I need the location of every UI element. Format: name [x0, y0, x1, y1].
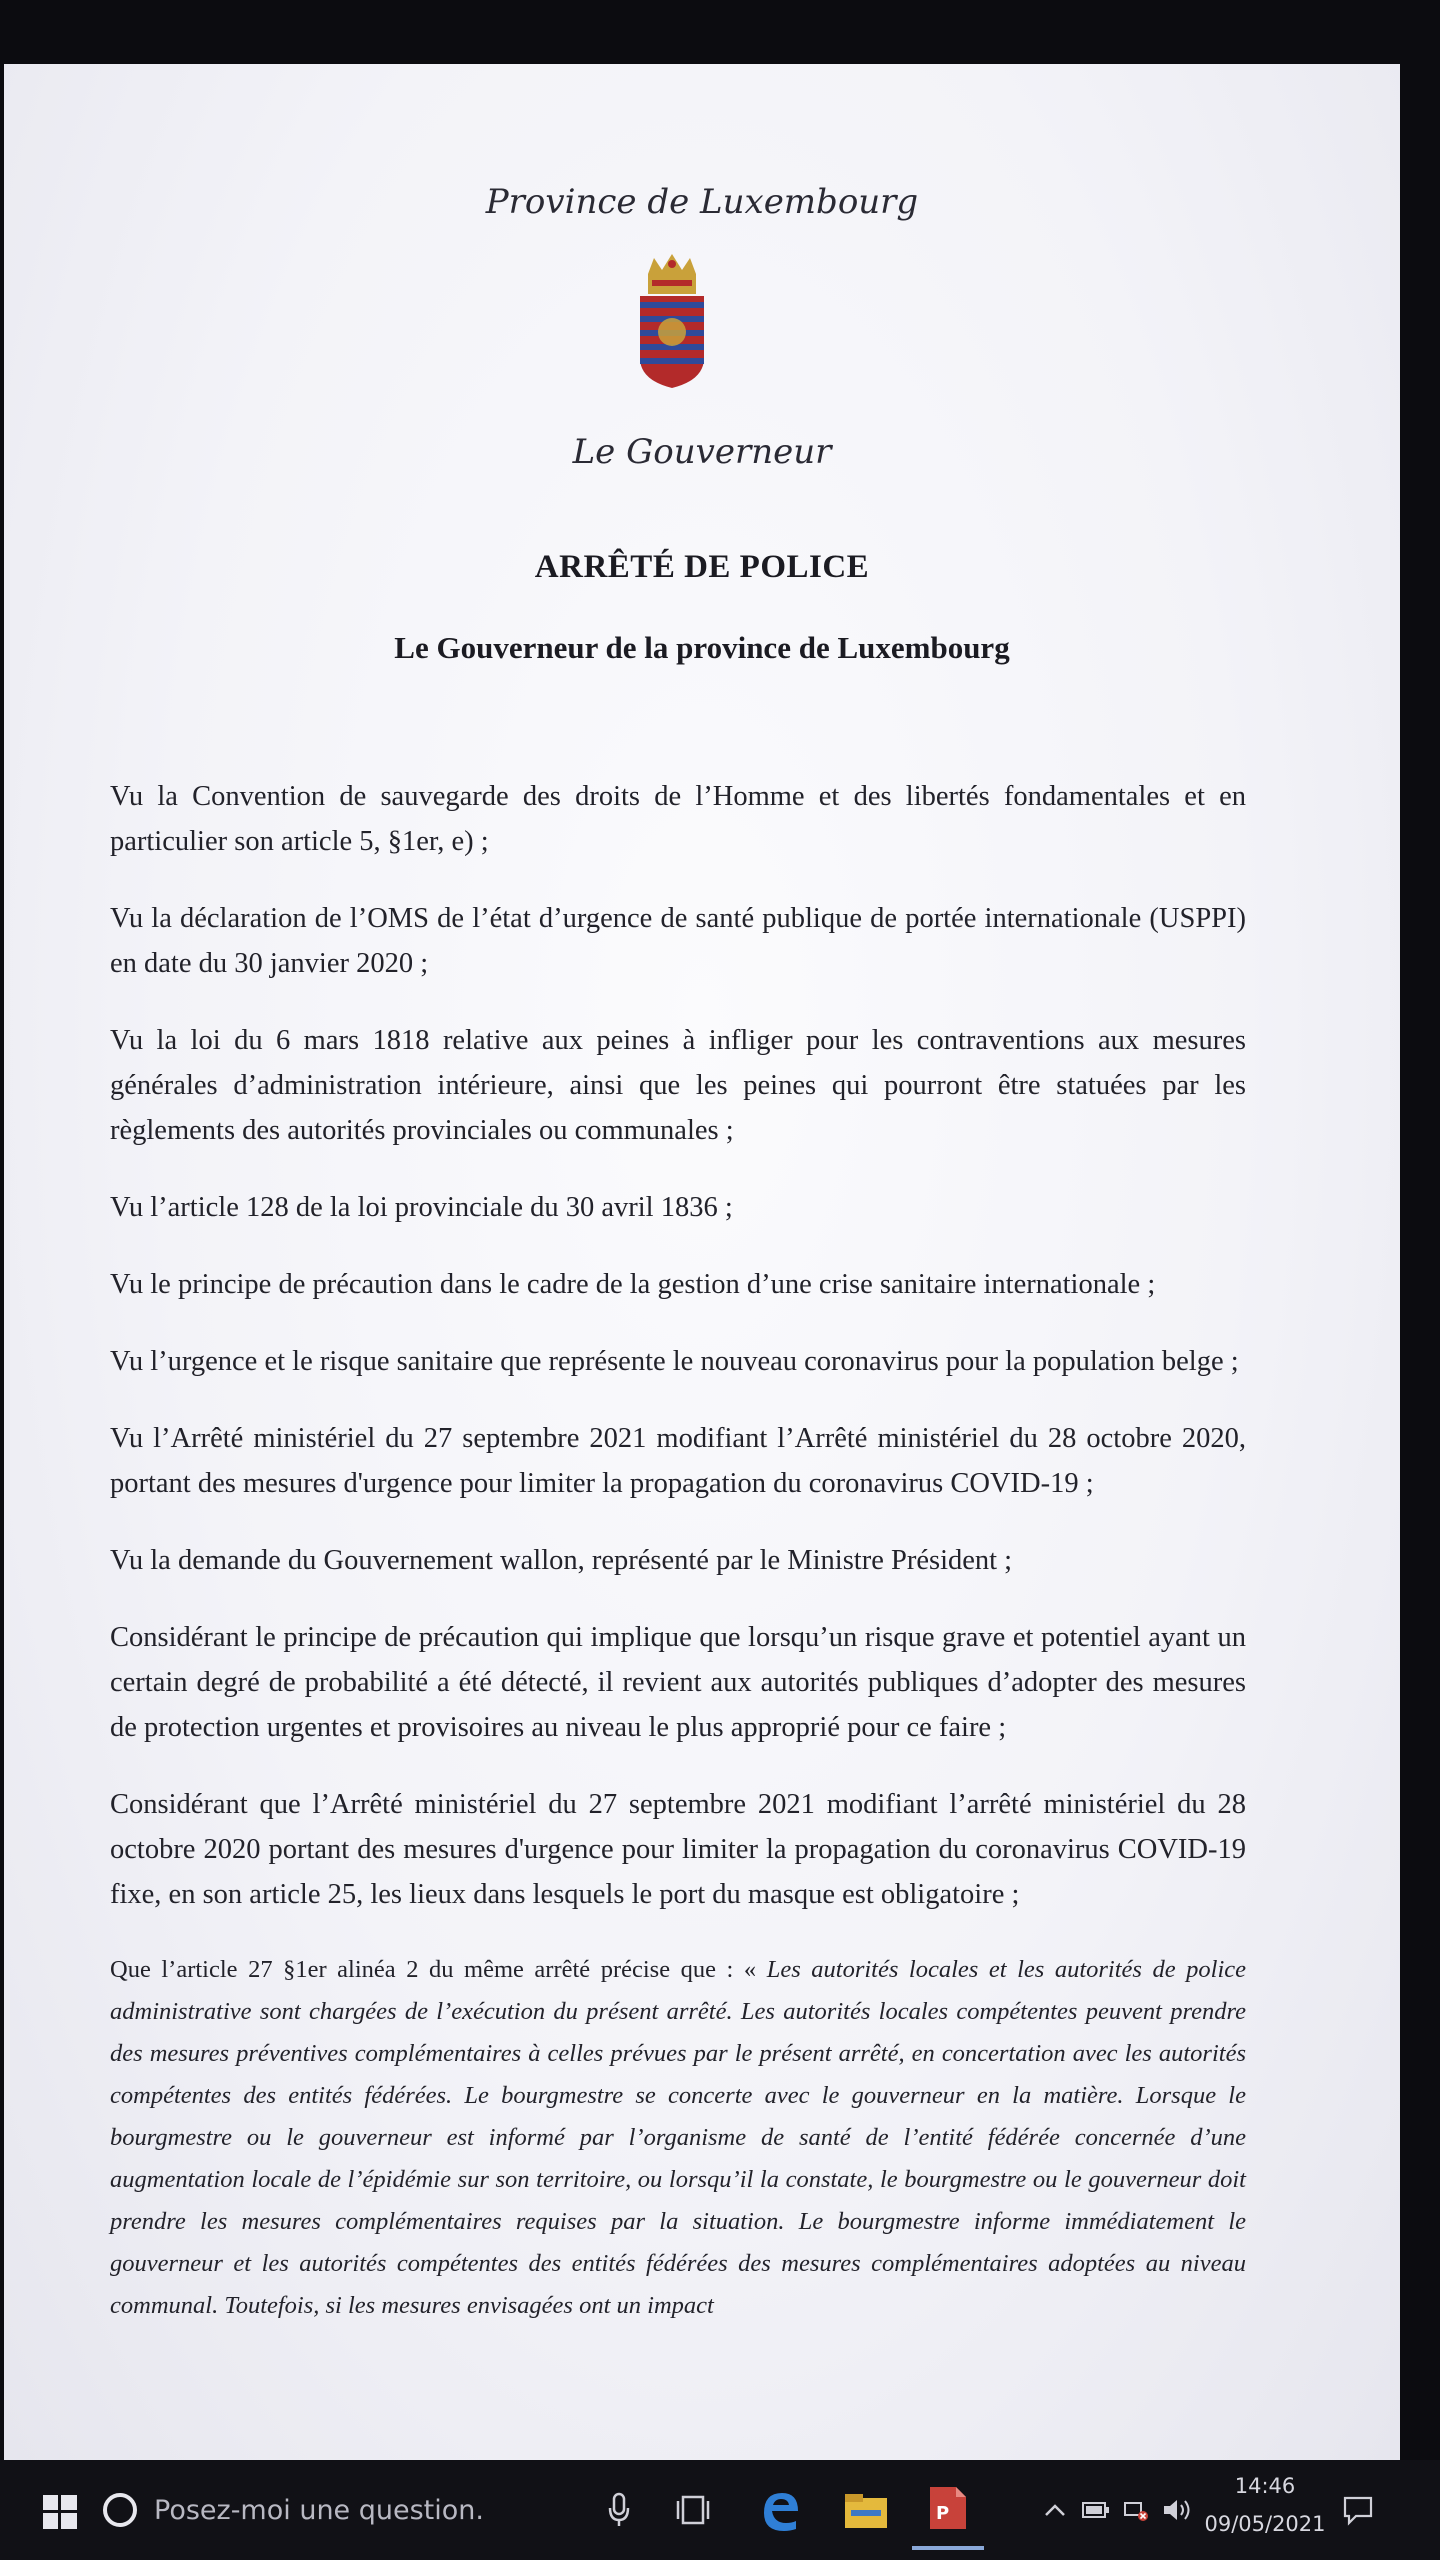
- clock[interactable]: [1200, 2470, 1330, 2550]
- notification-icon: [1342, 2494, 1374, 2526]
- search-placeholder: Posez-moi une question.: [154, 2494, 484, 2526]
- paragraph-loi-1818: Vu la loi du 6 mars 1818 relative aux peines à infliger pour les contraventions aux mesures générales d’administration intérieure, ainsi que les peines qui pourront être statuées par les règlements des autorités provinciales ou communales ;: [110, 1025, 1246, 1146]
- paragraph-considerant-article-25: Considérant que l’Arrêté ministériel du 27 septembre 2021 modifiant l’arrêté ministériel du 28 octobre 2020 portant des mesures d'urgence pour limiter la propagation du coronavirus COVID-19 fixe, en son article 25, les lieux dans lesquels le port du masque est obligatoire ;: [110, 1789, 1246, 1910]
- quote-text: Les autorités locales et les autorités de police administrative sont chargées de l’exécution du présent arrêté. Les autorités locales compétentes peuvent prendre des mesures préventives complémentaires à celles prévues par le présent arrêté, en concertation avec les autorités compétentes des entités fédérées. Le bourgmestre se concerte avec le gouverneur en la matière. Lorsque le bourgmestre ou le gouverneur est informé par l’organisme de santé de l’entité fédérée concernée d’une augmentation locale de l’épidémie sur son territoire, ou lorsqu’il la constate, le bourgmestre ou le gouverneur doit prendre les mesures complémentaires requises par la situation. Le bourgmestre informe immédiatement le gouverneur et les autorités compétentes des entités fédérées des mesures complémentaires adoptées au niveau communal. Toutefois, si les mesures envisagées ont un impact: [110, 1956, 1247, 2319]
- task-view-icon: [676, 2493, 710, 2527]
- start-button[interactable]: [30, 2482, 90, 2542]
- paragraph-convention: Vu la Convention de sauvegarde des droits de l’Homme et des libertés fondamentales et en particulier son article 5, §1er, e) ;: [110, 781, 1246, 857]
- paragraph-article-27-quote: [110, 1949, 1246, 2327]
- header-gouverneur-script: Le Gouverneur: [572, 432, 832, 472]
- task-view-button[interactable]: [668, 2480, 718, 2540]
- svg-text:P: P: [936, 2503, 950, 2524]
- paragraph-considerant-precaution: Considérant le principe de précaution qui implique que lorsqu’un risque grave et potentiel ayant un certain degré de probabilité a été détecté, il revient aux autorités publiques d’adopter des mesures de protection urgentes et provisoires au niveau le plus approprié pour ce faire ;: [110, 1622, 1246, 1743]
- windows-start-icon: [43, 2495, 77, 2529]
- document-title: ARRÊTÉ DE POLICE: [534, 549, 870, 585]
- network-icon: [1123, 2497, 1149, 2523]
- edge-browser-button[interactable]: [748, 2476, 812, 2544]
- paragraph-precaution: Vu le principe de précaution dans le cadre de la gestion d’une crise sanitaire internationale ;: [110, 1269, 1156, 1300]
- search-box[interactable]: [100, 2474, 600, 2546]
- volume-button[interactable]: [1158, 2482, 1198, 2538]
- header-province-script: Province de Luxembourg: [485, 182, 919, 222]
- battery-button[interactable]: [1078, 2484, 1114, 2536]
- show-hidden-icons-button[interactable]: [1040, 2482, 1070, 2538]
- clock-time: 14:46: [1234, 2474, 1296, 2498]
- network-button[interactable]: [1118, 2484, 1154, 2536]
- coat-of-arms-icon: [634, 254, 710, 388]
- file-explorer-icon: [843, 2490, 889, 2530]
- pdf-viewer-button[interactable]: [912, 2470, 984, 2550]
- pdf-document-page: [4, 64, 1400, 2460]
- microphone-icon: [608, 2492, 630, 2528]
- paragraph-gouvernement-wallon: Vu la demande du Gouvernement wallon, représenté par le Ministre Président ;: [110, 1545, 1013, 1576]
- chevron-up-icon: [1044, 2503, 1066, 2517]
- paragraph-urgence: Vu l’urgence et le risque sanitaire que représente le nouveau coronavirus pour la population belge ;: [110, 1346, 1239, 1377]
- document-body: [110, 774, 1246, 2359]
- edge-browser-icon: [758, 2487, 802, 2533]
- clock-date: 09/05/2021: [1204, 2512, 1326, 2536]
- microphone-button[interactable]: [598, 2480, 640, 2540]
- action-center-button[interactable]: [1330, 2480, 1386, 2540]
- quote-intro: Que l’article 27 §1er alinéa 2 du même arrêté précise que : «: [110, 1956, 767, 1983]
- paragraph-arrete-ministeriel: Vu l’Arrêté ministériel du 27 septembre 2021 modifiant l’Arrêté ministériel du 28 octobre 2020, portant des mesures d'urgence pour limiter la propagation du coronavirus COVID-19 ;: [110, 1423, 1246, 1499]
- document-subtitle: Le Gouverneur de la province de Luxembourg: [394, 630, 1010, 665]
- taskbar: [0, 2460, 1440, 2560]
- volume-icon: [1162, 2496, 1194, 2524]
- battery-icon: [1082, 2501, 1110, 2519]
- file-explorer-button[interactable]: [834, 2476, 898, 2544]
- cortana-circle-icon: [100, 2490, 140, 2530]
- paragraph-oms: Vu la déclaration de l’OMS de l’état d’urgence de santé publique de portée internationale (USPPI) en date du 30 janvier 2020 ;: [110, 903, 1246, 979]
- pdf-viewer-icon: [928, 2485, 968, 2531]
- paragraph-article-128: Vu l’article 128 de la loi provinciale du 30 avril 1836 ;: [110, 1192, 733, 1223]
